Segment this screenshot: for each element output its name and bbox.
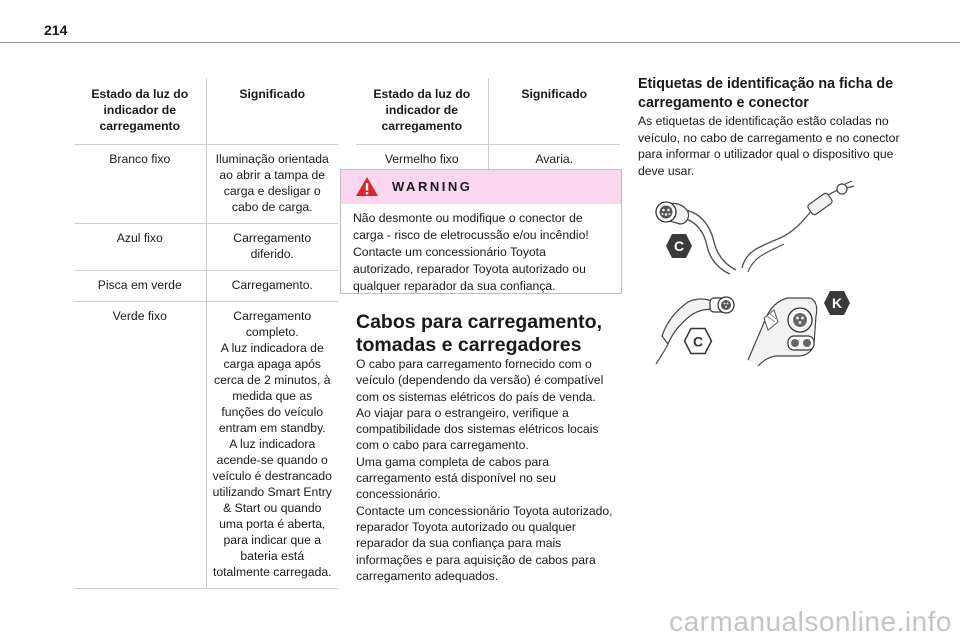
table-header-meaning: Significado: [206, 78, 338, 145]
connector-plug-illustration: [644, 190, 744, 280]
label-c-filled-text: C: [673, 238, 685, 254]
table-cell-state: Pisca em verde: [74, 271, 206, 302]
warning-header: [341, 170, 621, 204]
cables-section-body: O cabo para carregamento fornecido com o veículo (dependendo da versão) é compatível com os sistemas elétricos do país de venda. Ao viajar para o estrangeiro, verifique a compatibilidade dos sistemas elétricos locais com o cabo para carregamento. Uma gama completa de cabos para carregamento está disponível no seu concessionário. Contacte um concessionário Toyota autorizado, reparador Toyota autorizado ou qualquer reparador da sua confiança para mais informações e para aquisição de cabos para carregamento adequados.: [356, 357, 613, 583]
table-cell-state: Branco fixo: [74, 145, 206, 224]
table-cell-meaning: Carregamento completo. A luz indicadora de carga apaga após cerca de 2 minutos, à medida que as funções do veículo entram em standby. A luz indicadora acende-se quando o veículo é destrancado utilizando Smart Entry & Start ou quando uma porta é aberta, para indicar que a bateria está totalmente carregada.: [206, 302, 338, 589]
table-header-meaning: Significado: [488, 78, 620, 145]
table-cell-meaning: Carregamento.: [206, 271, 338, 302]
indicator-table-right: [356, 78, 620, 176]
table-header-state: Estado da luz do indicador de carregamento: [74, 78, 206, 145]
table-header-row: [356, 78, 620, 145]
indicator-table-left: [74, 78, 338, 589]
table-cell-meaning: Carregamento diferido.: [206, 224, 338, 271]
header-divider: [0, 42, 960, 43]
page-number: 214: [44, 22, 68, 38]
charging-cable-illustration: [732, 180, 862, 275]
table-row: [74, 224, 338, 271]
label-k-icon: [823, 290, 851, 316]
warning-box: [340, 169, 622, 294]
labels-section-title: Etiquetas de identificação na ficha de carregamento e conector: [638, 76, 894, 111]
table-row: [74, 271, 338, 302]
warning-triangle-icon: [355, 176, 379, 202]
cables-section-title: Cabos para carregamento, tomadas e carregadores: [356, 311, 603, 356]
label-c-outline-icon: [683, 327, 713, 355]
watermark-text: carmanualsonline.info: [669, 606, 952, 637]
label-c-filled-icon: [665, 233, 693, 259]
table-cell-state: Azul fixo: [74, 224, 206, 271]
table-header-state: Estado da luz do indicador de carregamento: [356, 78, 488, 145]
warning-text: Não desmonte ou modifique o conector de carga - risco de eletrocussão e/ou incêndio! Contacte um concessionário Toyota autorizado, reparador Toyota autorizado ou qualquer reparador da sua confiança.: [353, 211, 589, 293]
table-header-row: [74, 78, 338, 145]
label-c-outline-text: C: [692, 333, 704, 350]
table-cell-meaning: Iluminação orientada ao abrir a tampa de carga e desligar o cabo de carga.: [206, 145, 338, 224]
label-k-text: K: [831, 295, 843, 311]
table-cell-state: Verde fixo: [74, 302, 206, 589]
table-row: [74, 302, 338, 589]
table-row: [74, 145, 338, 224]
warning-title: WARNING: [392, 179, 473, 194]
table-cell-state: Vermelho fixo: [356, 145, 488, 176]
table-cell-meaning: Avaria.: [488, 145, 620, 176]
labels-section-body: As etiquetas de identificação estão coladas no veículo, no cabo de carregamento e no conector para informar o utilizador qual o dispositivo que deve usar.: [638, 114, 900, 178]
